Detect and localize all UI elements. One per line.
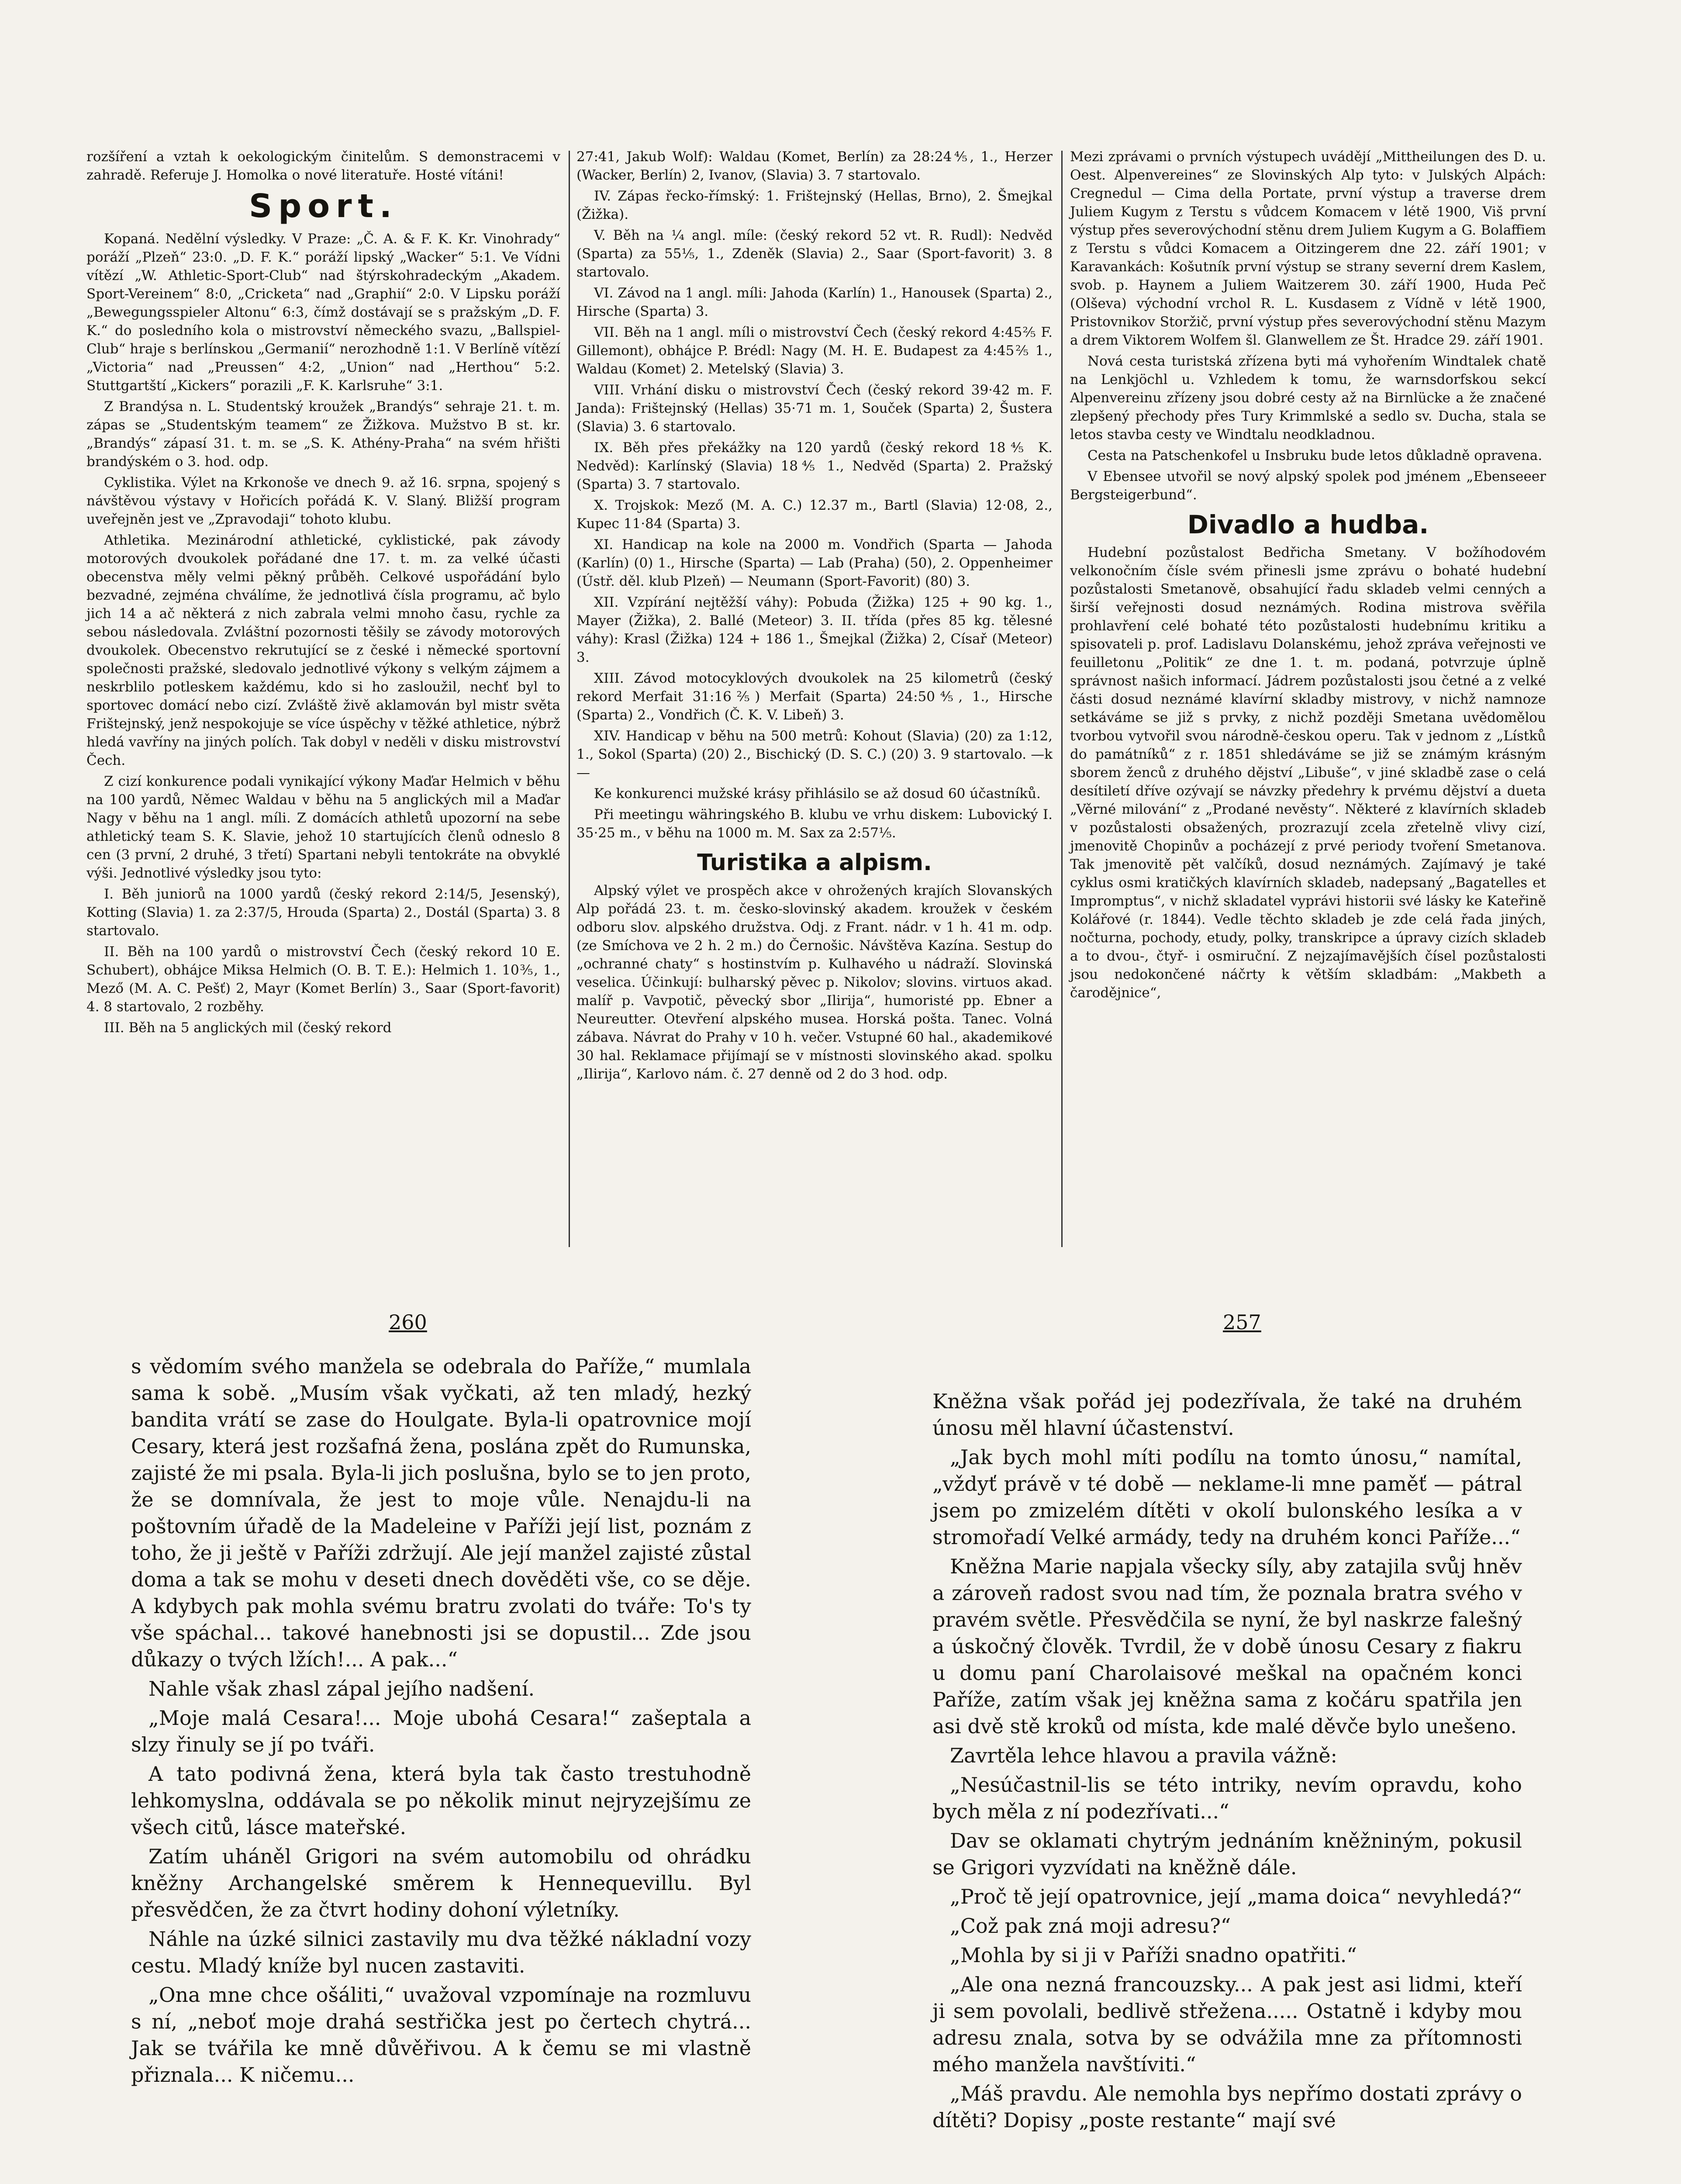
paragraph: Ke konkurenci mužské krásy přihlásilo se až dosud 60 účastníků. [594, 786, 1041, 802]
paragraph: XII. Vzpírání nejtěžší váhy): Pobuda (Žižka) 125 + 90 kg. 1., Mayer (Žižka), 2. Ballé (Meteor) 3. II. třída (přes 85 kg. tělesné váhy): Krasl (Žižka) 124 + 186 1., Šmejkal (Žižka) 2, Císař (Meteor) 3. [576, 594, 1053, 665]
paragraph: III. Běh na 5 anglických mil (český rekord [104, 1020, 392, 1036]
paragraph: A tato podivná žena, která byla tak často trestuhodně lehkomyslna, oddávala se po několik minut nejryzejšímu ze všech citů, lásce mateřské. [131, 1762, 751, 1839]
novel-page-left [131, 1353, 751, 2184]
paragraph: „Nesúčastnil-lis se této intriky, nevím opravdu, koho bych měla z ní podezřívati...“ [932, 1773, 1522, 1823]
paragraph: I. Běh juniorů na 1000 yardů (český rekord 2:14/5, Jesenský), Kotting (Slavia) 1. za 2:37/5, Hrouda (Sparta) 2., Dostál (Sparta) 3. 8 startovalo. [86, 886, 560, 939]
paragraph: Kněžna Marie napjala všecky síly, aby zatajila svůj hněv a zároveň radost svou nad tím, že poznala bratra svého v pravém světle. Přesvědčila se nyní, že byl naskrze falešný a úskočný člověk. Tvrdil, že v době únosu Cesary z fiakru u domu paní Charolaisové meškal na opačném konci Paříže, zatím však jej kněžna sama z kočáru spatřila jen asi dvě stě kroků od místa, kde malé děvče bylo unešeno. [932, 1555, 1522, 1738]
paragraph: „Jak bych mohl míti podílu na tomto únosu,“ namítal, „vždyť právě v té době — neklame-li mne paměť — pátral jsem po zmizelém dítěti v okolí bulonského lesíka a v stromořadí Velké armády, tedy na druhém konci Paříže...“ [932, 1445, 1522, 1549]
paragraph: Athletika. Mezinárodní athletické, cyklistické, pak závody motorových dvoukolek pořádané dne 17. t. m. za velké účasti obecenstva měly velmi pěkný průběh. Celkové uspořádání bylo bezvadné, zejména chválíme, že jednotlivá čísla programu, ač bylo jich 14 a ač některá z nich zabrala velmi mnoho času, rychle za sebou následovala. Zvláštní pozornosti těšily se závody motorových dvoukolek. Obecenstvo rekrutující se z české i německé sportovní společnosti pražské, sledovalo jednotlivé výkony s velkým zájmem a neskrblilo potleskem každému, kdo si ho zasloužil, nechť byl to sportovec domácí nebo cizí. Zvláště živě aklamován byl mistr světa Frištejnský, jenž nespokojuje se více úspěchy v těžké athletice, nýbrž hledá vavříny na jiných polích. Tak dobyl v neděli v disku mistrovství Čech. [86, 532, 560, 768]
paragraph: VIII. Vrhání disku o mistrovství Čech (český rekord 39·42 m. F. Janda): Frištejnský (Hellas) 35·71 m. 1, Souček (Sparta) 2, Šustera (Slavia) 3. 6 startovalo. [576, 382, 1053, 435]
paragraph: Zatím uháněl Grigori na svém automobilu od ohrádku kněžny Archangelské směrem k Hennequevillu. Byl přesvědčen, že za čtvrt hodiny dohoní výletníky. [131, 1845, 751, 1921]
novel-page-right [932, 1388, 1522, 2184]
paragraph: V Ebensee utvořil se nový alpský spolek pod jménem „Ebenseeer Bergsteigerbund“. [1070, 469, 1546, 503]
news-column-2 [576, 148, 1053, 1257]
paragraph: Nová cesta turistská zřízena byti má vyhořením Windtalek chatě na Lenkjöchl u. Vzhledem k tomu, že warnsdorfskou sekcí Alpenvereinu zřízeny jsou dobré cesty až na Birnlücke a že značené zlepšený přechody přes Tury Krimmlské a sedlo sv. Ducha, stala se letos stavba cesty ve Windtalu neodkladnou. [1070, 353, 1546, 442]
paragraph: VI. Závod na 1 angl. míli: Jahoda (Karlín) 1., Hanousek (Sparta) 2., Hirsche (Sparta) 3. [576, 285, 1053, 319]
paragraph: Z Brandýsa n. L. Studentský kroužek „Brandýs“ sehraje 21. t. m. zápas se „Studentským teamem“ ze Žižkova. Mužstvo B st. kr. „Brandýs“ zápasí 31. t. m. se „S. K. Athény-Praha“ na svém hřišti brandýském o 3. hod. odp. [86, 399, 560, 470]
paragraph: rozšíření a vztah k oekologickým činitelům. S demonstracemi v zahradě. Referuje J. Homolka o nové literatuře. Hosté vítáni! [86, 149, 560, 183]
section-title-divadlo: Divadlo a hudba. [1187, 510, 1429, 539]
news-column-3 [1070, 148, 1546, 1257]
paragraph: VII. Běh na 1 angl. míli o mistrovství Čech (český rekord 4:45⅖ F. Gillemont), obhájce P. Brédl: Nagy (M. H. E. Budapest za 4:45⅖ 1., Waldau (Komet) 2. Metelský (Slavia) 3. [576, 325, 1053, 377]
news-column-1 [86, 148, 560, 1257]
paragraph: „Proč tě její opatrovnice, její „mama doica“ nevyhledá?“ [950, 1885, 1522, 1908]
paragraph: „Ona mne chce ošáliti,“ uvažoval vzpomínaje na rozmluvu s ní, „neboť moje drahá sestřička jest po čertech chytrá... Jak se tvářila ke mně důvěřivou. A k čemu se mi vlastně přiznala... K ničemu... [131, 1983, 751, 2087]
paragraph: II. Běh na 100 yardů o mistrovství Čech (český rekord 10 E. Schubert), obhájce Miksa Helmich (O. B. T. E.): Helmich 1. 10⅗, 1., Mező (M. A. C. Pešť) 2, Mayr (Komet Berlín) 3., Saar (Sport-favorit) 4. 8 startovalo, 2 rozběhy. [86, 944, 560, 1015]
paragraph: Cesta na Patschenkofel u Insbruku bude letos důkladně opravena. [1087, 448, 1543, 463]
paragraph: „Ale ona nezná francouzsky... A pak jest asi lidmi, kteří ji sem povolali, bedlivě střežena..... Ostatně i kdyby mou adresu znala, sotva by se odvážila mne za přítomnosti mého manžela navštíviti.“ [932, 1973, 1522, 2076]
paragraph: Zavrtěla lehce hlavou a pravila vážně: [950, 1744, 1338, 1767]
right-page-number: 257 [1223, 1310, 1261, 1334]
paragraph: Dav se oklamati chytrým jednáním kněžniným, pokusil se Grigori vyzvídati na kněžně dále. [932, 1829, 1522, 1879]
paragraph: XI. Handicap na kole na 2000 m. Vondřich (Sparta — Jahoda (Karlín) (0) 1., Hirsche (Sparta) — Lab (Praha) (50), 2. Oppenheimer (Ústř. děl. klub Plzeň) — Neumann (Sport-Favorit) (80) 3. [576, 537, 1053, 589]
paragraph: Kopaná. Nedělní výsledky. V Praze: „Č. A. & F. K. Kr. Vinohrady“ poráží „Plzeň“ 23:0. „D. F. K.“ poráží lipský „Wacker“ 5:1. Ve Vídni vítězí „W. Athletic-Sport-Club“ nad štýrskohradeckým „Akadem. Sport-Vereinem“ 8:0, „Cricketa“ nad „Graphií“ 2:0. V Lipsku poráží „Bewegungsspieler Altonu“ 6:3, čímž dostávají se s pražským „D. F. K.“ do posledního kola o mistrovství německého svazu, „Ballspiel-Club“ hraje s berlínskou „Germanií“ nerozhodně 1:1. V Berlíně vítězí „Victoria“ nad „Preussen“ 4:2, „Union“ nad „Herthou“ 5:2. Stuttgartští „Kickers“ porazili „F. K. Karlsruhe“ 3:1. [86, 231, 560, 394]
paragraph: s vědomím svého manžela se odebrala do Paříže,“ mumlala sama k sobě. „Musím však vyčkati, až ten mladý, hezký bandita vrátí se zase do Houlgate. Byla-li opatrovnice mojí Cesary, která jest rozšafná žena, poslána zpět do Rumunska, zajisté že mi psala. Byla-li jich poslušna, bylo se to jen proto, že se domnívala, že jest to moje vůle. Nenajdu-li na poštovním úřadě de la Madeleine v Paříži její list, poznám z toho, že ji ještě v Paříži zdržují. Ale její manžel zajisté zůstal doma a tak se mohu v deseti dnech dověděti vše, co se děje. A kdybych pak mohla svému bratru zvolati do tváře: To's ty vše spáchal... takové hanebnosti jsi se dopustil... Zde jsou důkazy o tvých lžích!... A pak...“ [131, 1355, 751, 1671]
paragraph: Cyklistika. Výlet na Krkonoše ve dnech 9. až 16. srpna, spojený s návštěvou výstavy v Hořicích pořádá K. V. Slaný. Bližší program uveřejněn jest ve „Zpravodaji“ tohoto klubu. [86, 475, 560, 527]
paragraph: „Mohla by si ji v Paříži snadno opatřiti.“ [950, 1943, 1357, 1967]
paragraph: Nahle však zhasl zápal jejího nadšení. [148, 1677, 535, 1700]
paragraph: Náhle na úzké silnici zastavily mu dva těžké nákladní vozy cestu. Mladý kníže byl nucen zastaviti. [131, 1927, 751, 1977]
paragraph: IX. Běh přes překážky na 120 yardů (český rekord 18⅘ K. Nedvěd): Karlínský (Slavia) 18⅘ 1., Nedvěd (Sparta) 2. Pražský (Sparta) 3. 7 startovalo. [576, 440, 1053, 492]
paragraph: V. Běh na ¼ angl. míle: (český rekord 52 vt. R. Rudl): Nedvěd (Sparta) za 55⅕, 1., Zdeněk (Slavia) 2., Saar (Sport-favorit) 3. 8 startovalo. [576, 228, 1053, 280]
paragraph: XIV. Handicap v běhu na 500 metrů: Kohout (Slavia) (20) za 1:12, 1., Sokol (Sparta) (20) 2., Bischický (D. S. C.) (20) 3. 9 startovalo. —k— [576, 728, 1053, 781]
paragraph: „Což pak zná moji adresu?“ [950, 1914, 1231, 1938]
paragraph: Při meetingu währingského B. klubu ve vrhu diskem: Lubovický I. 35·25 m., v běhu na 1000 m. M. Sax za 2:57⅕. [576, 807, 1053, 841]
paragraph: Alpský výlet ve prospěch akce v ohrožených krajích Slovanských Alp pořádá 23. t. m. česko-slovinský akadem. kroužek v českém odboru slov. alpského družstva. Odj. z Frant. nádr. v 1 h. 41 m. odp. (ze Smíchova ve 2 h. 2 m.) do Černošic. Návštěva Kazína. Sestup do „ochranné chaty“ s hostinstvím p. Kulhavého u nádraží. Slovinská veselica. Účinkují: bulharský pěvec p. Nikolov; slovins. virtuos akad. malíř p. Vavpotič, pěvecký sbor „Ilirija“, humoristé pp. Ebner a Neureutter. Otevření alpského musea. Horská pošta. Tanec. Volná zábava. Návrat do Prahy v 10 h. večer. Vstupné 60 hal., akademikové 30 hal. Reklamace přijímají se v místnosti slovinského akad. spolku „Ilirija“, Karlovo nám. č. 27 denně od 2 do 3 hod. odp. [576, 883, 1053, 1082]
paragraph: Mezi zprávami o prvních výstupech uvádějí „Mittheilungen des D. u. Oest. Alpenvereines“ ze Slovinských Alp tyto: v Julských Alpách: Cregnedul — Cima della Portate, první výstup a traverse drem Juliem Kugym z Terstu s vůdcem Komacem v létě 1900, Viš první výstup přes severovýchodní stěnu drem Juliem Kugym a G. Bolaffiem z Terstu s vůdci Komacem a Oitzingerem dne 22. září 1901; v Karavankách: Košutník první výstup se strany severní drem Kaslem, svob. p. Haynem a Juliem Waitzerem 30. září 1900, Huda Peč (Olševa) východní vrchol R. L. Kusdasem z Vídně v létě 1900, Pristovnikov Storžič, první výstup přes severovýchodní stěnu Mazym a drem Viktorem Wolfem šl. Glanwellem ze Št. Hradce 29. září 1901. [1070, 149, 1546, 348]
section-title-turistika: Turistika a alpism. [697, 850, 932, 876]
paragraph: 27:41, Jakub Wolf): Waldau (Komet, Berlín) za 28:24⅘, 1., Herzer (Wacker, Berlín) 2, Ivanov, (Slavia) 3. 7 startovalo. [576, 149, 1053, 183]
paragraph: Z cizí konkurence podali vynikající výkony Maďar Helmich v běhu na 100 yardů, Němec Waldau v běhu na 5 anglických mil a Maďar Nagy v běhu na 1 angl. míli. Z domácích athletů upozorní na sebe athletický team S. K. Slavie, jehož 10 startujících členů odneslo 8 cen (3 první, 2 druhé, 3 třetí) Spartani nebyli tentokráte na obvyklé výši. Jednotlivé výsledky jsou tyto: [86, 774, 560, 881]
paragraph: XIII. Závod motocyklových dvoukolek na 25 kilometrů (český rekord Merfait 31:16⅖) Merfait (Sparta) 24:50⅘, 1., Hirsche (Sparta) 2., Vondřich (Č. K. V. Libeň) 3. [576, 670, 1053, 723]
column-divider [569, 151, 570, 1247]
paragraph: Kněžna však pořád jej podezřívala, že také na druhém únosu měl hlavní účastenství. [932, 1389, 1522, 1440]
paragraph: „Moje malá Cesara!... Moje ubohá Cesara!“ zašeptala a slzy řinuly se jí po tváři. [131, 1706, 751, 1756]
paragraph: X. Trojskok: Mező (M. A. C.) 12.37 m., Bartl (Slavia) 12·08, 2., Kupec 11·84 (Sparta) 3. [576, 498, 1053, 532]
paragraph: Hudební pozůstalost Bedřicha Smetany. V božíhodovém velkonočním čísle svém přinesli jsme zprávu o bohaté hudební pozůstalosti Smetanově, obsahující řadu skladeb velmi cenných a širší veřejnosti dosud neznámých. Rodina mistrova svěřila prohlavření celé bohaté této pozůstalosti hudebnímu kritiku a spisovateli p. prof. Ladislavu Dolanskému, jehož zpráva veřejnosti ve feuilletonu „Politik“ ze dne 1. t. m. podaná, potvrzuje úplně správnost našich informací. Jádrem pozůstalosti jsou četné a z velké části dosud neznámé klavírní skladby mistrovy, v nichž namnoze setkáváme se již s prvky, z nichž později Smetana uvědomělou tvorbou vytvořil svou národně-českou operu. Tak v jednom z „Lístků do památníků“ z r. 1851 shledáváme se již se známým krásným sborem ženců z druhého dějství „Libuše“, v jiné skladbě zase o celá desítiletí dříve ozývají se návzky předehry k prvému dějství a dueta „Věrné milování“ z „Prodané nevěsty“. Některé z klavírních skladeb v pozůstalosti obsažených, prozrazují zcela zřetelně vlivy cizí, jmenovitě Chopinův a pocházejí z prvé periody tvoření Smetanova. Tak jmenovitě pět valčíků, dosud neznámých. Zajímavý je také cyklus osmi kratičkých klavírních skladeb, nadepsaný „Bagatelles et Impromptus“, v nichž skladatel vyprávi historii své lásky ke Kateřině Kolářové (r. 1844). Vedle těchto skladeb je zde celá řada jiných, nočturna, pochody, etudy, polky, transkripce a úpravy cizích skladeb a to dvou-, čtyř- i osmiruční. Z nejzajímavějších čísel pozůstalosti jsou nedokončené náčrty k větším skladbám: „Makbeth a čarodějnice“, [1070, 545, 1546, 1001]
left-page-number: 260 [389, 1310, 427, 1334]
paragraph: „Máš pravdu. Ale nemohla bys nepřímo dostati zprávy o dítěti? Dopisy „poste restante“ mají své [932, 2082, 1522, 2132]
column-divider [1061, 151, 1063, 1247]
section-title-sport: Sport. [249, 187, 398, 225]
paragraph: IV. Zápas řecko-římský: 1. Frištejnský (Hellas, Brno), 2. Šmejkal (Žižka). [576, 188, 1053, 222]
